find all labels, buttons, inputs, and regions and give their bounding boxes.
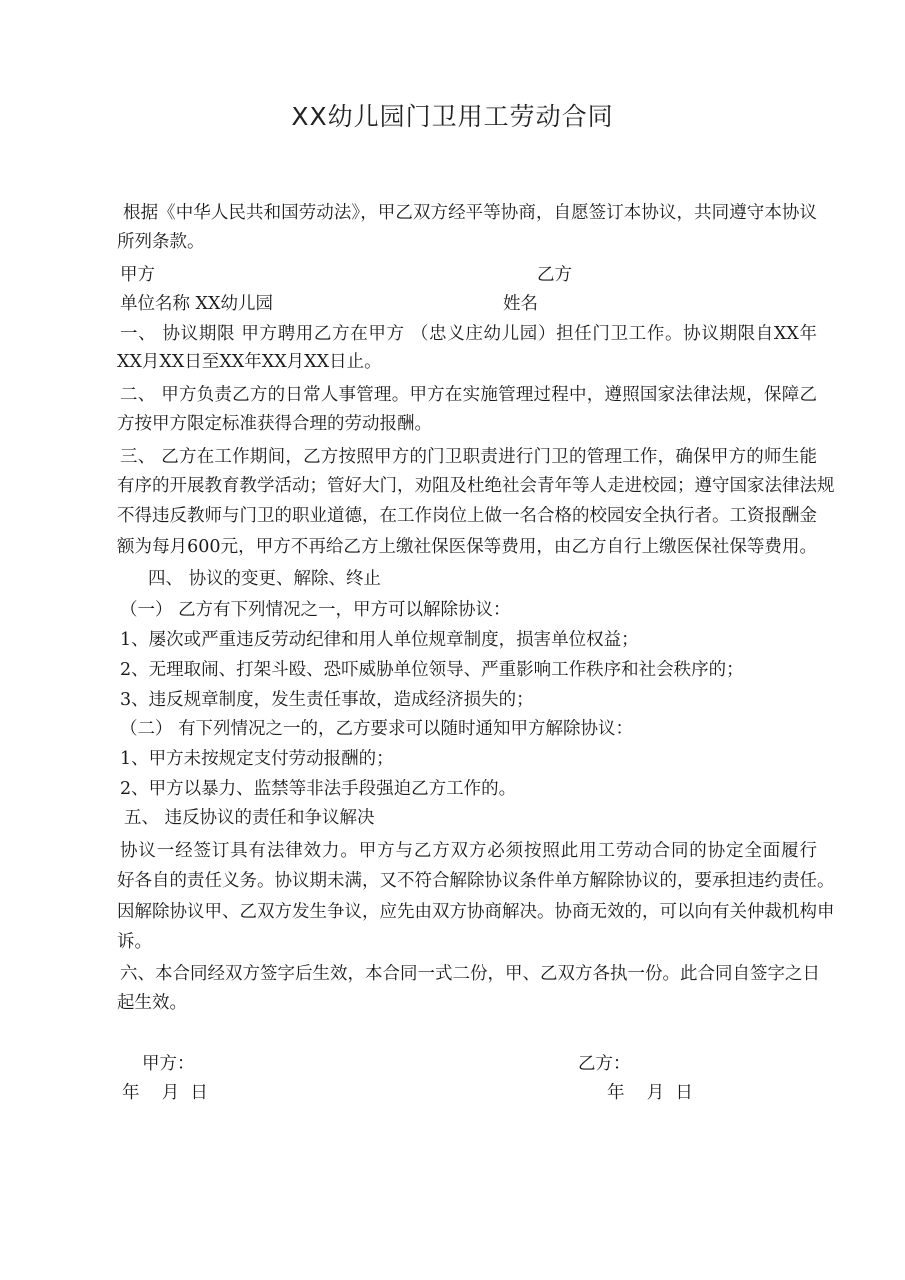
signature-party-b: 乙方：: [578, 1054, 631, 1074]
clause-1-line-2: XX月XX日至XX年XX月XX日止。: [117, 352, 382, 372]
clause-4-sub-2-item-2: 2、甲方以暴力、监禁等非法手段强迫乙方工作的。: [120, 779, 517, 799]
clause-3-line-2: 有序的开展教育教学活动；管好大门，劝阻及杜绝社会青年等人走进校园；遵守国家法律法规: [117, 476, 835, 496]
clause-3-line-4: 额为每月600元，甲方不再给乙方上缴社保医保等费用，由乙方自行上缴医保社保等费用。: [117, 537, 817, 557]
clause-4-sub-1-item-1: 1、屡次或严重违反劳动纪律和用人单位规章制度，损害单位权益；: [120, 630, 639, 650]
clause-5-line-2: 好各自的责任义务。协议期未满，又不符合解除协议条件单方解除协议的，要承担违约责任。: [117, 871, 835, 891]
intro-line-2: 所列条款。: [117, 232, 205, 252]
clause-3-line-3: 不得违反教师与门卫的职业道德，在工作岗位上做一名合格的校园安全执行者。工资报酬金: [117, 506, 817, 526]
clause-5-line-1: 协议一经签订具有法律效力。甲方与乙方双方必须按照此用工劳动合同的协定全面履行: [120, 841, 817, 861]
intro-line-1: 根据《中华人民共和国劳动法》，甲乙双方经平等协商，自愿签订本协议，共同遵守本协议: [123, 203, 817, 223]
clause-4-heading: 四、 协议的变更、解除、终止: [148, 569, 382, 589]
clause-5-line-4: 诉。: [117, 932, 152, 952]
clause-6-line-1: 六、本合同经双方签字后生效，本合同一式二份，甲、乙双方各执一份。此合同自签字之日: [120, 964, 820, 984]
clause-4-sub-1-item-3: 3、违反规章制度，发生责任事故，造成经济损失的；: [120, 690, 534, 710]
signature-party-a: 甲方：: [142, 1054, 195, 1074]
clause-2-line-1: 二、 甲方负责乙方的日常人事管理。甲方在实施管理过程中，遵照国家法律法规，保障乙: [120, 385, 817, 405]
clause-3-line-1: 三、 乙方在工作期间，乙方按照甲方的门卫职责进行门卫的管理工作，确保甲方的师生能: [120, 447, 817, 467]
clause-4-sub-1: （一） 乙方有下列情况之一，甲方可以解除协议：: [120, 600, 511, 620]
document-title: XX幼儿园门卫用工劳动合同: [291, 102, 614, 131]
clause-5-line-3: 因解除协议甲、乙双方发生争议，应先由双方协商解决。协商无效的，可以向有关仲裁机构申: [117, 902, 835, 922]
clause-1-line-1: 一、 协议期限 甲方聘用乙方在甲方 （忠义庄幼儿园）担任门卫工作。协议期限自XX年: [120, 324, 817, 344]
signature-date-a: 年 月 日: [122, 1083, 208, 1103]
clause-4-sub-2-item-1: 1、甲方未按规定支付劳动报酬的；: [120, 749, 394, 769]
party-a-heading: 甲方: [120, 265, 155, 285]
name-label: 姓名: [503, 294, 538, 314]
signature-date-b: 年 月 日: [607, 1083, 693, 1103]
clause-6-line-2: 起生效。: [117, 993, 187, 1013]
party-b-heading: 乙方: [537, 265, 572, 285]
unit-name: 单位名称 XX幼儿园: [120, 294, 273, 314]
clause-5-heading: 五、 违反协议的责任和争议解决: [124, 808, 375, 828]
clause-2-line-2: 方按甲方限定标准获得合理的劳动报酬。: [117, 414, 432, 434]
clause-4-sub-2: （二） 有下列情况之一的，乙方要求可以随时通知甲方解除协议：: [120, 719, 634, 739]
clause-4-sub-1-item-2: 2、无理取闹、打架斗殴、恐吓威胁单位领导、严重影响工作秩序和社会秩序的；: [120, 660, 744, 680]
